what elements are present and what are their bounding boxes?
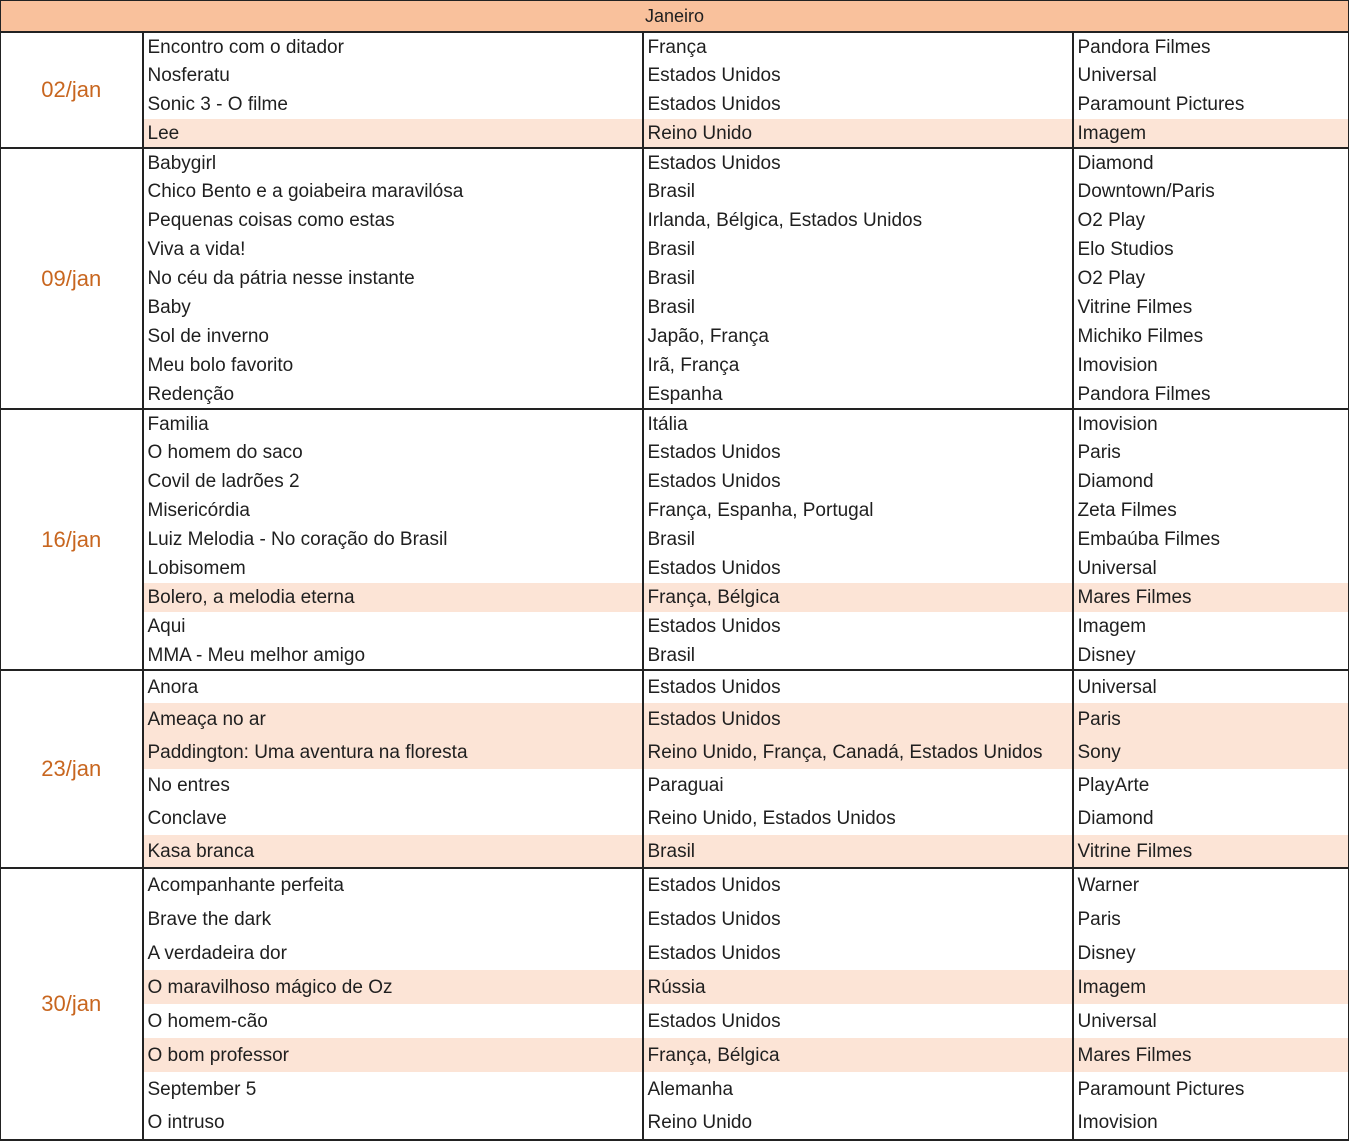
film-row bbox=[1, 1106, 1349, 1140]
film-distributor-cell: Diamond bbox=[1073, 148, 1349, 177]
film-title-cell: Brave the dark bbox=[143, 902, 643, 936]
film-country-cell: Rússia bbox=[643, 970, 1073, 1004]
film-row bbox=[1, 90, 1349, 119]
film-title-cell: Acompanhante perfeita bbox=[143, 868, 643, 902]
film-country-cell: Brasil bbox=[643, 177, 1073, 206]
film-row bbox=[1, 612, 1349, 641]
film-title-cell: Anora bbox=[143, 670, 643, 703]
film-country-cell: Brasil bbox=[643, 264, 1073, 293]
film-row bbox=[1, 438, 1349, 467]
film-row bbox=[1, 835, 1349, 868]
film-distributor-cell: O2 Play bbox=[1073, 206, 1349, 235]
film-row bbox=[1, 970, 1349, 1004]
film-country-cell: Estados Unidos bbox=[643, 61, 1073, 90]
film-country-cell: Reino Unido, França, Canadá, Estados Unidos bbox=[643, 736, 1073, 769]
film-country-cell: Paraguai bbox=[643, 769, 1073, 802]
film-title-cell: Sonic 3 - O filme bbox=[143, 90, 643, 119]
film-country-cell: Reino Unido bbox=[643, 119, 1073, 148]
film-country-cell: Estados Unidos bbox=[643, 438, 1073, 467]
film-row bbox=[1, 409, 1349, 438]
film-distributor-cell: Imovision bbox=[1073, 351, 1349, 380]
film-row bbox=[1, 61, 1349, 90]
film-distributor-cell: Diamond bbox=[1073, 467, 1349, 496]
film-row bbox=[1, 148, 1349, 177]
film-title-cell: A verdadeira dor bbox=[143, 936, 643, 970]
film-title-cell: Bolero, a melodia eterna bbox=[143, 583, 643, 612]
film-row bbox=[1, 670, 1349, 703]
film-country-cell: França, Espanha, Portugal bbox=[643, 496, 1073, 525]
film-country-cell: Estados Unidos bbox=[643, 1004, 1073, 1038]
film-row bbox=[1, 496, 1349, 525]
film-row bbox=[1, 467, 1349, 496]
film-distributor-cell: Paris bbox=[1073, 902, 1349, 936]
film-country-cell: Reino Unido, Estados Unidos bbox=[643, 802, 1073, 835]
film-title-cell: O intruso bbox=[143, 1106, 643, 1140]
film-distributor-cell: Imovision bbox=[1073, 1106, 1349, 1140]
film-country-cell: França, Bélgica bbox=[643, 583, 1073, 612]
film-row bbox=[1, 736, 1349, 769]
film-row bbox=[1, 293, 1349, 322]
film-country-cell: Alemanha bbox=[643, 1072, 1073, 1106]
release-date-cell: 30/jan bbox=[1, 868, 143, 1140]
film-row bbox=[1, 769, 1349, 802]
film-distributor-cell: Paramount Pictures bbox=[1073, 1072, 1349, 1106]
film-country-cell: Estados Unidos bbox=[643, 612, 1073, 641]
film-row bbox=[1, 583, 1349, 612]
film-distributor-cell: Elo Studios bbox=[1073, 235, 1349, 264]
film-row bbox=[1, 1004, 1349, 1038]
film-country-cell: Estados Unidos bbox=[643, 554, 1073, 583]
film-row bbox=[1, 936, 1349, 970]
film-row bbox=[1, 1072, 1349, 1106]
film-title-cell: Paddington: Uma aventura na floresta bbox=[143, 736, 643, 769]
film-distributor-cell: Mares Filmes bbox=[1073, 1038, 1349, 1072]
month-header: Janeiro bbox=[1, 1, 1349, 33]
film-row bbox=[1, 206, 1349, 235]
film-row bbox=[1, 1038, 1349, 1072]
film-title-cell: Ameaça no ar bbox=[143, 703, 643, 736]
film-country-cell: Estados Unidos bbox=[643, 703, 1073, 736]
film-country-cell: Estados Unidos bbox=[643, 467, 1073, 496]
film-title-cell: Misericórdia bbox=[143, 496, 643, 525]
film-distributor-cell: Paris bbox=[1073, 438, 1349, 467]
film-title-cell: O homem-cão bbox=[143, 1004, 643, 1038]
film-title-cell: Meu bolo favorito bbox=[143, 351, 643, 380]
film-title-cell: O bom professor bbox=[143, 1038, 643, 1072]
film-distributor-cell: Downtown/Paris bbox=[1073, 177, 1349, 206]
film-title-cell: Nosferatu bbox=[143, 61, 643, 90]
film-distributor-cell: O2 Play bbox=[1073, 264, 1349, 293]
film-row bbox=[1, 264, 1349, 293]
film-row bbox=[1, 554, 1349, 583]
film-title-cell: Conclave bbox=[143, 802, 643, 835]
film-country-cell: Brasil bbox=[643, 835, 1073, 868]
month-header-row bbox=[1, 1, 1349, 33]
film-title-cell: Kasa branca bbox=[143, 835, 643, 868]
film-distributor-cell: PlayArte bbox=[1073, 769, 1349, 802]
film-distributor-cell: Zeta Filmes bbox=[1073, 496, 1349, 525]
film-title-cell: Babygirl bbox=[143, 148, 643, 177]
film-distributor-cell: Michiko Filmes bbox=[1073, 322, 1349, 351]
film-row bbox=[1, 322, 1349, 351]
film-title-cell: Aqui bbox=[143, 612, 643, 641]
film-country-cell: Brasil bbox=[643, 235, 1073, 264]
film-title-cell: Pequenas coisas como estas bbox=[143, 206, 643, 235]
film-row bbox=[1, 119, 1349, 148]
film-row bbox=[1, 525, 1349, 554]
film-title-cell: Sol de inverno bbox=[143, 322, 643, 351]
film-title-cell: Encontro com o ditador bbox=[143, 32, 643, 61]
film-title-cell: Covil de ladrões 2 bbox=[143, 467, 643, 496]
film-distributor-cell: Paramount Pictures bbox=[1073, 90, 1349, 119]
film-distributor-cell: Universal bbox=[1073, 61, 1349, 90]
film-title-cell: Lee bbox=[143, 119, 643, 148]
film-row bbox=[1, 177, 1349, 206]
film-title-cell: O maravilhoso mágico de Oz bbox=[143, 970, 643, 1004]
film-distributor-cell: Mares Filmes bbox=[1073, 583, 1349, 612]
film-distributor-cell: Disney bbox=[1073, 641, 1349, 670]
film-row bbox=[1, 868, 1349, 902]
film-country-cell: Irlanda, Bélgica, Estados Unidos bbox=[643, 206, 1073, 235]
film-country-cell: Estados Unidos bbox=[643, 90, 1073, 119]
film-country-cell: Estados Unidos bbox=[643, 868, 1073, 902]
film-title-cell: Chico Bento e a goiabeira maravilósa bbox=[143, 177, 643, 206]
film-title-cell: O homem do saco bbox=[143, 438, 643, 467]
film-title-cell: No céu da pátria nesse instante bbox=[143, 264, 643, 293]
film-country-cell: Espanha bbox=[643, 380, 1073, 409]
film-country-cell: França, Bélgica bbox=[643, 1038, 1073, 1072]
film-row bbox=[1, 380, 1349, 409]
film-distributor-cell: Imagem bbox=[1073, 119, 1349, 148]
film-title-cell: MMA - Meu melhor amigo bbox=[143, 641, 643, 670]
film-distributor-cell: Universal bbox=[1073, 554, 1349, 583]
film-title-cell: No entres bbox=[143, 769, 643, 802]
film-distributor-cell: Sony bbox=[1073, 736, 1349, 769]
film-distributor-cell: Disney bbox=[1073, 936, 1349, 970]
film-row bbox=[1, 641, 1349, 670]
film-title-cell: Lobisomem bbox=[143, 554, 643, 583]
film-row bbox=[1, 703, 1349, 736]
film-distributor-cell: Pandora Filmes bbox=[1073, 32, 1349, 61]
film-row bbox=[1, 351, 1349, 380]
film-distributor-cell: Imovision bbox=[1073, 409, 1349, 438]
release-date-cell: 02/jan bbox=[1, 32, 143, 148]
film-distributor-cell: Imagem bbox=[1073, 612, 1349, 641]
film-row bbox=[1, 802, 1349, 835]
release-date-cell: 23/jan bbox=[1, 670, 143, 868]
release-date-cell: 09/jan bbox=[1, 148, 143, 409]
film-country-cell: Reino Unido bbox=[643, 1106, 1073, 1140]
film-country-cell: Estados Unidos bbox=[643, 670, 1073, 703]
film-country-cell: Brasil bbox=[643, 525, 1073, 554]
film-distributor-cell: Warner bbox=[1073, 868, 1349, 902]
film-country-cell: Itália bbox=[643, 409, 1073, 438]
release-date-cell: 16/jan bbox=[1, 409, 143, 670]
film-title-cell: Familia bbox=[143, 409, 643, 438]
film-country-cell: Estados Unidos bbox=[643, 902, 1073, 936]
film-title-cell: Luiz Melodia - No coração do Brasil bbox=[143, 525, 643, 554]
film-country-cell: Japão, França bbox=[643, 322, 1073, 351]
film-row bbox=[1, 235, 1349, 264]
film-distributor-cell: Diamond bbox=[1073, 802, 1349, 835]
film-distributor-cell: Universal bbox=[1073, 1004, 1349, 1038]
film-distributor-cell: Pandora Filmes bbox=[1073, 380, 1349, 409]
film-country-cell: Irã, França bbox=[643, 351, 1073, 380]
film-distributor-cell: Embaúba Filmes bbox=[1073, 525, 1349, 554]
film-country-cell: França bbox=[643, 32, 1073, 61]
film-row bbox=[1, 32, 1349, 61]
film-country-cell: Estados Unidos bbox=[643, 936, 1073, 970]
film-distributor-cell: Paris bbox=[1073, 703, 1349, 736]
film-distributor-cell: Universal bbox=[1073, 670, 1349, 703]
film-country-cell: Brasil bbox=[643, 293, 1073, 322]
film-row bbox=[1, 902, 1349, 936]
film-distributor-cell: Imagem bbox=[1073, 970, 1349, 1004]
release-schedule-body bbox=[1, 1, 1349, 1141]
film-title-cell: Redenção bbox=[143, 380, 643, 409]
film-title-cell: September 5 bbox=[143, 1072, 643, 1106]
film-distributor-cell: Vitrine Filmes bbox=[1073, 835, 1349, 868]
film-title-cell: Viva a vida! bbox=[143, 235, 643, 264]
film-country-cell: Brasil bbox=[643, 641, 1073, 670]
film-distributor-cell: Vitrine Filmes bbox=[1073, 293, 1349, 322]
film-title-cell: Baby bbox=[143, 293, 643, 322]
film-country-cell: Estados Unidos bbox=[643, 148, 1073, 177]
